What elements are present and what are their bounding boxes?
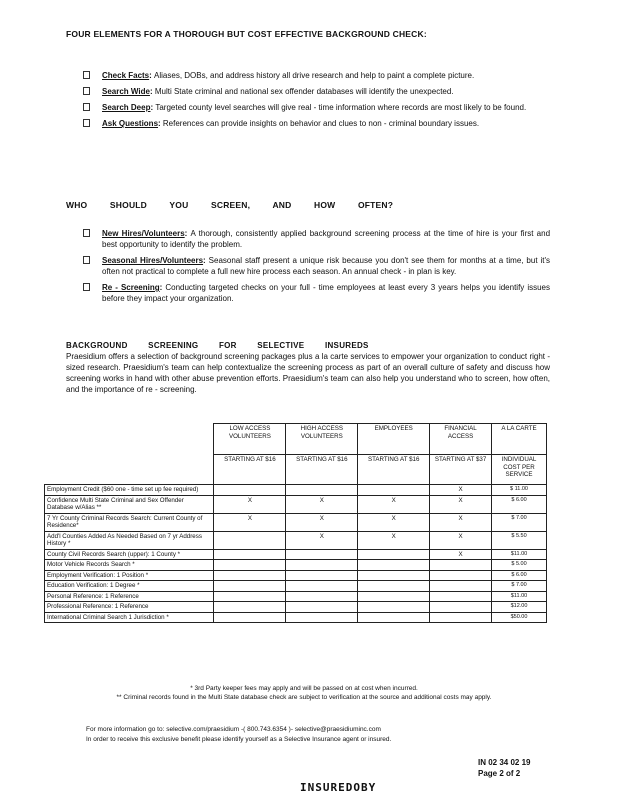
starting-price: STARTING AT $16	[286, 455, 358, 485]
row-mark: X	[430, 531, 492, 549]
item-label: New Hires/Volunteers	[102, 229, 185, 238]
heading-who-screen: WHO SHOULD YOU SCREEN, AND HOW OFTEN?	[66, 200, 394, 210]
list-item: Search Wide: Multi State criminal and national sex offender databases will identify the unexpected.	[80, 86, 550, 97]
row-price: $ 7.00	[492, 513, 547, 531]
row-price: $ 6.00	[492, 570, 547, 581]
table-row	[45, 581, 547, 592]
row-mark: X	[286, 531, 358, 549]
starting-price: STARTING AT $16	[214, 455, 286, 485]
row-mark: X	[358, 495, 430, 513]
row-mark	[214, 531, 286, 549]
row-mark	[430, 560, 492, 571]
item-label: Search Deep	[102, 103, 151, 112]
table-row	[45, 570, 547, 581]
row-mark	[286, 549, 358, 560]
row-mark: X	[430, 549, 492, 560]
table-row	[45, 560, 547, 571]
contact-line: In order to receive this exclusive benefit please identify yourself as a Selective Insurance agent or insured.	[86, 736, 392, 743]
doc-footer	[478, 757, 530, 779]
list-item: Search Deep: Targeted county level searches will give real - time information where records are most likely to be found.	[80, 102, 550, 113]
footnote: ** Criminal records found in the Multi State database check are subject to verification at the source and additional costs may apply.	[116, 694, 492, 701]
row-price: $12.00	[492, 602, 547, 613]
checkbox-icon	[83, 229, 90, 237]
row-mark	[214, 549, 286, 560]
checkbox-icon	[83, 71, 90, 79]
footnote: * 3rd Party keeper fees may apply and will be passed on at cost when incurred.	[190, 685, 418, 692]
row-mark	[286, 485, 358, 496]
row-mark: X	[430, 513, 492, 531]
row-mark: X	[358, 513, 430, 531]
list-item: Seasonal Hires/Volunteers: Seasonal staff present a unique risk because you don't see them for months at a time, but it's often not practical to complete a full new hire process each season. An annual check - in plan is key.	[80, 255, 550, 277]
checkbox-icon	[83, 119, 90, 127]
starting-price: INDIVIDUAL COST PER SERVICE	[492, 455, 547, 485]
row-mark	[358, 560, 430, 571]
table-row	[45, 513, 547, 531]
contact-block	[86, 725, 556, 745]
row-label: Motor Vehicle Records Search *	[45, 560, 214, 571]
contact-line: For more information go to: selective.com/praesidium -( 800.743.6354 )- selective@praesidiuminc.com	[86, 726, 381, 733]
item-label: Seasonal Hires/Volunteers	[102, 256, 204, 265]
col-header: FINANCIAL ACCESS	[430, 424, 492, 455]
table-body	[45, 485, 547, 623]
row-mark	[358, 591, 430, 602]
checkbox-icon	[83, 103, 90, 111]
footnotes	[44, 684, 564, 702]
row-mark	[214, 485, 286, 496]
col-header: HIGH ACCESS VOLUNTEERS	[286, 424, 358, 455]
row-label: Education Verification: 1 Degree *	[45, 581, 214, 592]
item-text: Multi State criminal and national sex offender databases will identify the unexpected.	[154, 87, 454, 96]
row-mark: X	[286, 513, 358, 531]
row-mark: X	[430, 485, 492, 496]
row-price: $11.00	[492, 549, 547, 560]
page-label: Page 2 of 2	[478, 769, 521, 778]
starting-price: STARTING AT $16	[358, 455, 430, 485]
item-text: A thorough, consistently applied background screening process at the time of hire is your first and best opportunity to identify the problem.	[102, 229, 551, 249]
item-text: Conducting targeted checks on your full - time employees at least every 3 years helps you identify issues before they impact your organization.	[102, 283, 550, 303]
row-mark	[214, 570, 286, 581]
row-mark	[286, 560, 358, 571]
row-mark	[286, 581, 358, 592]
item-label: Search Wide	[102, 87, 150, 96]
row-mark: X	[286, 495, 358, 513]
row-mark	[214, 602, 286, 613]
table-row	[45, 549, 547, 560]
row-label: Confidence Multi State Criminal and Sex Offender Database w/Alias **	[45, 495, 214, 513]
table-row	[45, 602, 547, 613]
list-item: Check Facts: Aliases, DOBs, and address history all drive research and help to paint a complete picture.	[80, 70, 550, 81]
row-mark	[286, 570, 358, 581]
item-text: Targeted county level searches will give real - time information where records are most likely to be found.	[155, 103, 527, 112]
selective-title: BACKGROUND SCREENING FOR SELECTIVE INSUREDS	[66, 341, 369, 350]
row-label: Professional Reference: 1 Reference	[45, 602, 214, 613]
row-mark: X	[358, 531, 430, 549]
row-price: $11.00	[492, 591, 547, 602]
row-mark	[358, 549, 430, 560]
row-price: $ 5.00	[492, 560, 547, 571]
table-row	[45, 591, 547, 602]
table-row	[45, 531, 547, 549]
item-label: Ask Questions	[102, 119, 159, 128]
row-mark	[430, 591, 492, 602]
row-price: $ 11.00	[492, 485, 547, 496]
table-row	[45, 485, 547, 496]
row-label: Personal Reference: 1 Reference	[45, 591, 214, 602]
item-text: Aliases, DOBs, and address history all drive research and help to paint a complete picture.	[154, 71, 475, 80]
checkbox-icon	[83, 283, 90, 291]
row-mark	[430, 581, 492, 592]
checkbox-icon	[83, 256, 90, 264]
elements-list	[80, 70, 550, 134]
row-mark: X	[214, 495, 286, 513]
row-price: $ 7.00	[492, 581, 547, 592]
item-text: References can provide insights on behavior and clues to non - criminal boundary issues.	[162, 119, 480, 128]
doc-number: IN 02 34 02 19	[478, 758, 531, 767]
row-mark	[430, 602, 492, 613]
row-mark	[214, 612, 286, 623]
table-row	[45, 612, 547, 623]
row-mark: X	[214, 513, 286, 531]
list-item: Ask Questions: References can provide insights on behavior and clues to non - criminal boundary issues.	[80, 118, 550, 129]
selective-body: Praesidium offers a selection of background screening packages plus a la carte services to empower your organization to conduct right - sized research. Praesidium's team can help contextualize the screening process as part of an overall culture of safety and discuss how screening works in hand with other abuse prevention efforts. Praesidium's team can also help you understand who to screen, how often, and the importance of re - screening.	[66, 352, 550, 394]
col-header: A LA CARTE	[492, 424, 547, 455]
row-mark	[358, 485, 430, 496]
pricing-table	[44, 423, 547, 623]
row-mark	[214, 581, 286, 592]
col-header: LOW ACCESS VOLUNTEERS	[214, 424, 286, 455]
row-mark	[286, 612, 358, 623]
watermark: INSUREDOBY	[300, 781, 377, 794]
row-label: Employment Credit ($60 one - time set up fee required)	[45, 485, 214, 496]
col-header: EMPLOYEES	[358, 424, 430, 455]
row-mark	[286, 602, 358, 613]
row-mark	[358, 570, 430, 581]
row-label: 7 Yr County Criminal Records Search: Current County of Residence*	[45, 513, 214, 531]
row-mark	[358, 602, 430, 613]
who-list	[80, 228, 550, 309]
row-label: Employment Verification: 1 Position *	[45, 570, 214, 581]
list-item: Re - Screening: Conducting targeted checks on your full - time employees at least every 3 years helps you identify issues before they impact your organization.	[80, 282, 550, 304]
row-mark: X	[430, 495, 492, 513]
item-label: Check Facts	[102, 71, 150, 80]
row-mark	[214, 591, 286, 602]
row-price: $ 5.50	[492, 531, 547, 549]
row-mark	[358, 612, 430, 623]
row-label: International Criminal Search 1 Jurisdiction *	[45, 612, 214, 623]
row-price: $ 6.00	[492, 495, 547, 513]
heading-four-elements: FOUR ELEMENTS FOR A THOROUGH BUT COST EFFECTIVE BACKGROUND CHECK:	[66, 29, 427, 39]
selective-section	[66, 340, 550, 395]
table-row	[45, 495, 547, 513]
item-text: Seasonal staff present a unique risk because you don't see them for months at a time, but it's often not practical to complete a full new hire process each season. An annual check - in plan is key.	[102, 256, 550, 276]
row-mark	[286, 591, 358, 602]
row-mark	[214, 560, 286, 571]
row-price: $50.00	[492, 612, 547, 623]
list-item: New Hires/Volunteers: A thorough, consistently applied background screening process at the time of hire is your first and best opportunity to identify the problem.	[80, 228, 550, 250]
row-mark	[430, 612, 492, 623]
starting-price: STARTING AT $37	[430, 455, 492, 485]
row-mark	[358, 581, 430, 592]
row-label: Add'l Counties Added As Needed Based on 7 yr Address History *	[45, 531, 214, 549]
row-mark	[430, 570, 492, 581]
item-label: Re - Screening	[102, 283, 160, 292]
row-label: County Civil Records Search (upper): 1 County *	[45, 549, 214, 560]
checkbox-icon	[83, 87, 90, 95]
